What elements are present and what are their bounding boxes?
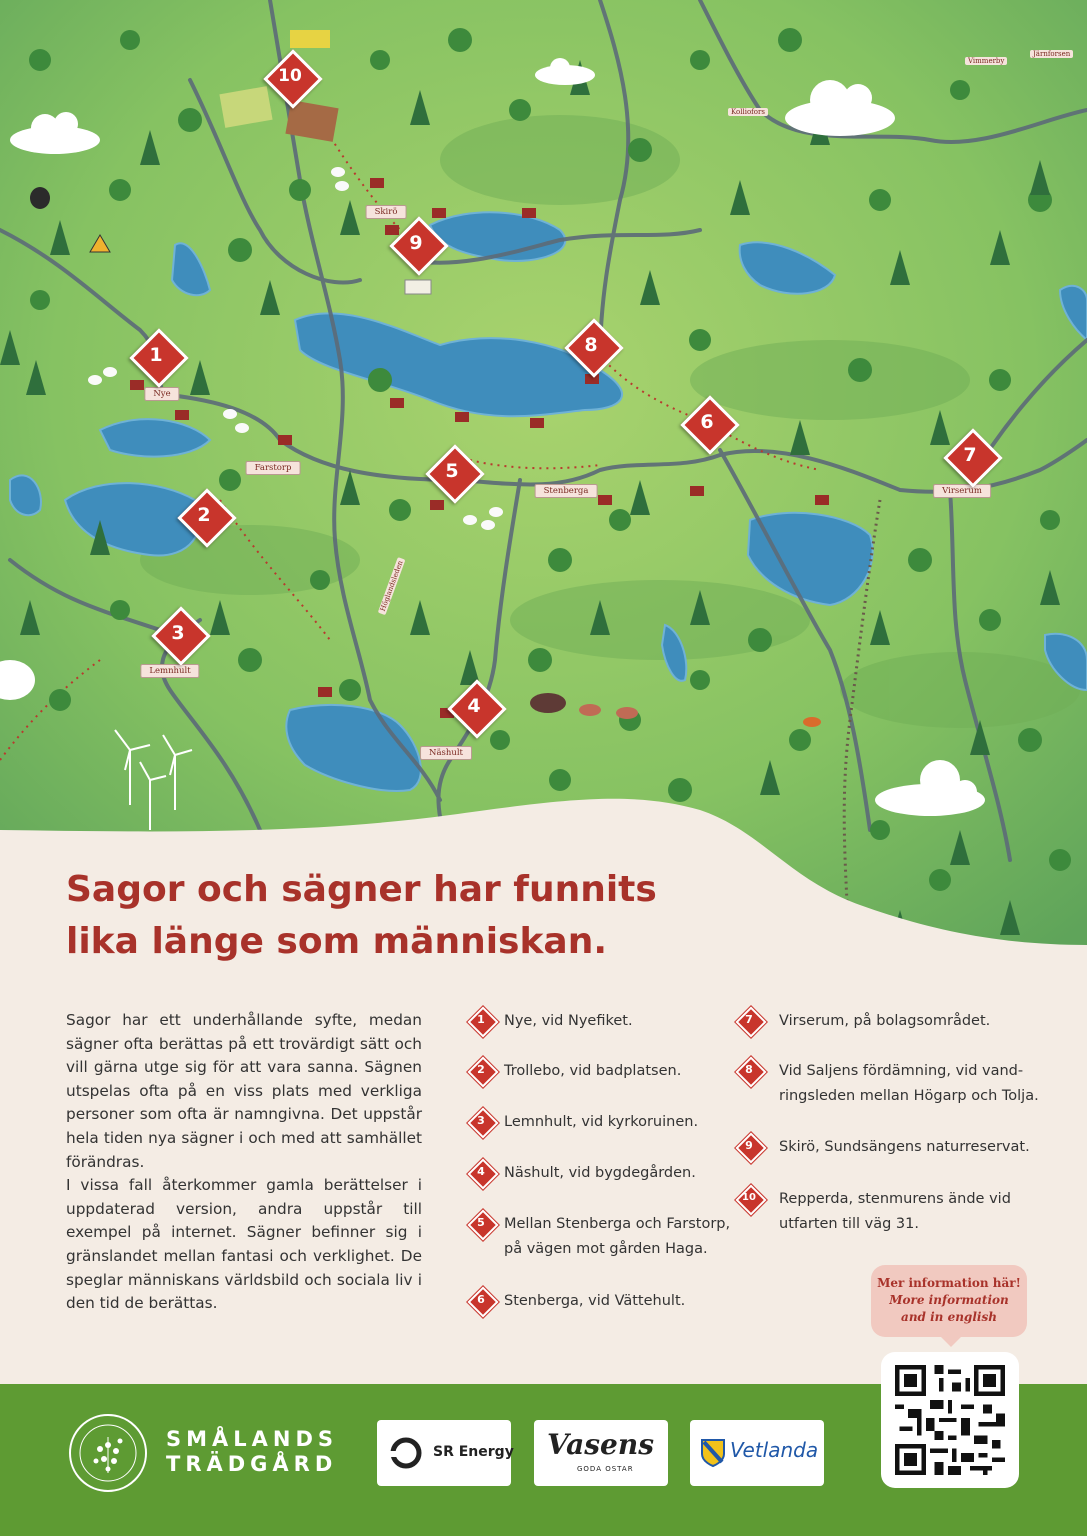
location-badge: 9: [734, 1131, 764, 1161]
location-text: Trollebo, vid badplatsen.: [504, 1063, 682, 1079]
sr-energy-logo-icon: [389, 1436, 423, 1470]
marker-number: 6: [700, 411, 714, 433]
map-marker-5[interactable]: [424, 443, 480, 499]
marker-number: 2: [197, 504, 211, 526]
marker-number: 7: [963, 444, 977, 466]
location-badge: 5: [466, 1208, 496, 1238]
place-label-skiro: Skirö: [366, 205, 407, 219]
location-badge: 4: [466, 1157, 496, 1187]
location-badge: 7: [734, 1005, 764, 1035]
location-text: Skirö, Sundsängens naturreservat.: [779, 1139, 1030, 1155]
page-title: [66, 864, 766, 968]
map-marker-3[interactable]: [150, 605, 206, 661]
marker-number: 5: [445, 460, 459, 482]
more-info-bubble: [871, 1265, 1027, 1337]
marker-number: 1: [149, 344, 163, 366]
qr-code-card[interactable]: [881, 1352, 1019, 1488]
place-label-jarnforsen: Järnforsen: [1030, 50, 1073, 58]
map-marker-8[interactable]: [563, 317, 619, 373]
location-text: Virserum, på bolagsområdet.: [779, 1013, 991, 1029]
location-text: Stenberga, vid Vättehult.: [504, 1293, 686, 1309]
map-marker-4[interactable]: [446, 678, 502, 734]
brand-line-2: TRÄDGÅRD: [166, 1452, 338, 1476]
brand-line-1: SMÅLANDS: [166, 1427, 339, 1451]
location-badge: 8: [734, 1055, 764, 1085]
more-info-line-3: and in english: [901, 1310, 997, 1324]
marker-number: 9: [409, 232, 423, 254]
marker-number: 3: [171, 622, 185, 644]
location-text: Lemnhult, vid kyrkoruinen.: [504, 1114, 699, 1130]
location-text: Näshult, vid bygdegården.: [504, 1165, 696, 1181]
trail-label-hoglandsleden: Höglandsleden: [378, 557, 406, 615]
location-badge: 2: [466, 1055, 496, 1085]
seal-icon: [66, 1411, 150, 1495]
intro-paragraph-1: Sagor har ett underhållande syfte, medan sägner ofta berättas på ett trovärdigt sätt och vill gärna utge sig för att vara sanna. Sägnen utspelas ofta på en viss plats med verkliga personer som ofta är namngivna. Det uppstår hela tiden nya sägner i och med att samhället förändras.: [66, 1011, 422, 1171]
manor-house: [405, 280, 431, 294]
place-label-nashult: Näshult: [420, 746, 472, 760]
sponsor-vetlanda[interactable]: [690, 1420, 824, 1486]
map-marker-10[interactable]: [262, 48, 318, 104]
place-label-farstorp: Farstorp: [246, 461, 301, 475]
vasens-label: Vasens: [547, 1428, 654, 1461]
location-badge: 6: [466, 1285, 496, 1315]
smalands-tradgard-logo: [66, 1413, 356, 1493]
qr-code-icon: [895, 1365, 1005, 1475]
page-title-line-1: Sagor och sägner har funnits: [66, 869, 657, 910]
intro-text: [66, 1009, 422, 1316]
sr-energy-label: SR Energy: [433, 1444, 514, 1460]
sponsor-sr-energy[interactable]: [377, 1420, 514, 1486]
sponsor-vasens[interactable]: [534, 1420, 668, 1486]
place-label-lemnhult: Lemnhult: [140, 664, 199, 678]
location-text: Vid Saljens fördämning, vid vand- ringsleden mellan Högarp och Tolja.: [779, 1063, 1039, 1104]
location-text: Nye, vid Nyefiket.: [504, 1013, 633, 1029]
marker-number: 10: [278, 66, 302, 86]
map-marker-9[interactable]: [388, 215, 444, 271]
location-badge: 1: [466, 1005, 496, 1035]
location-badge: 10: [734, 1183, 764, 1213]
map-marker-7[interactable]: [942, 427, 998, 483]
location-text: Repperda, stenmurens ände vid utfarten till väg 31.: [779, 1191, 1011, 1232]
more-info-line-2: More information: [889, 1293, 1009, 1307]
more-info-line-1: Mer information här!: [877, 1276, 1021, 1290]
place-label-nye: Nye: [144, 387, 179, 401]
intro-paragraph-2: I vissa fall återkommer gamla berättelser i uppdaterad version, andra uppstår till exempel på internet. Sägner befinner sig i gränslandet mellan fantasi och verklighet. De speglar människans världsbild och sociala liv i den tid de berättas.: [66, 1176, 422, 1313]
vasens-sub-label: GODA OSTAR: [577, 1465, 634, 1473]
vetlanda-label: Vetlanda: [730, 1438, 819, 1462]
location-text: Mellan Stenberga och Farstorp, på vägen mot gården Haga.: [504, 1216, 731, 1257]
place-label-virserum: Virserum: [933, 484, 991, 498]
place-label-stenberga: Stenberga: [535, 484, 598, 498]
place-label-vimmerby: Vimmerby: [965, 57, 1007, 65]
vetlanda-shield-icon: [700, 1438, 726, 1468]
page-title-line-2: lika länge som människan.: [66, 921, 608, 962]
map-marker-6[interactable]: [679, 394, 735, 450]
map-marker-1[interactable]: [128, 327, 184, 383]
location-badge: 3: [466, 1106, 496, 1136]
map-marker-2[interactable]: [176, 487, 232, 543]
place-label-kolliofors: Kolliofors: [728, 108, 768, 116]
marker-number: 4: [467, 695, 481, 717]
marker-number: 8: [584, 334, 598, 356]
